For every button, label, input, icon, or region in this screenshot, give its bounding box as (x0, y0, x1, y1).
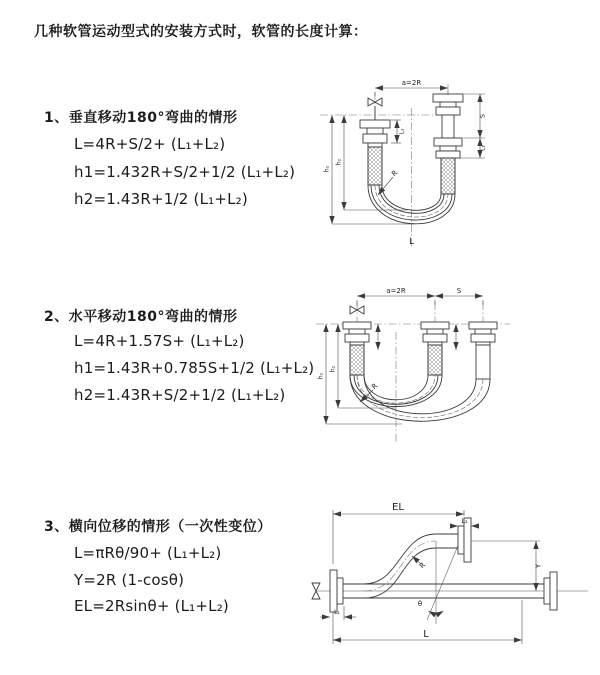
dim-label-span: a=2R (386, 287, 406, 295)
dim-label-radius: R (418, 561, 428, 571)
section-1-heading: 1、垂直移动180°弯曲的情形 (44, 110, 238, 126)
dimensions (324, 79, 487, 247)
dim-label-radius: R (370, 381, 380, 392)
formula-line: h2=1.43R+1/2 (L₁+L₂) (74, 190, 248, 208)
dim-label-span: a=2R (401, 79, 422, 87)
fixed-point-symbol (312, 583, 320, 591)
fixed-point-symbol (350, 306, 357, 314)
formula-line: h2=1.43R+S/2+1/2 (L₁+L₂) (74, 386, 286, 404)
diagram-horizontal-180-bend (310, 284, 576, 448)
right-pipe-fitting (433, 94, 463, 194)
formula-line: h1=1.432R+S/2+1/2 (L₁+L₂) (74, 163, 296, 181)
left-pipe-fitting (360, 98, 390, 185)
dimensions (318, 287, 484, 424)
right-flange (550, 572, 557, 610)
left-flange (330, 570, 337, 612)
dim-label-angle: θ (417, 600, 423, 608)
hose-u-bend-moved (350, 375, 490, 421)
right-flange-hub (544, 578, 550, 604)
dim-label-fitting-left: L₁ (334, 609, 340, 616)
right-pipe-fitting-moved (469, 322, 497, 379)
dim-label-height1: h₁ (323, 165, 331, 173)
dim-label-el: EL (392, 502, 404, 513)
formula-line: Y=2R (1-cosθ) (74, 571, 185, 589)
left-flange-hub (337, 578, 343, 604)
section-2-heading: 2、水平移动180°弯曲的情形 (44, 309, 238, 325)
formula-line: L=πRθ/90+ (L₁+L₂) (74, 544, 222, 562)
dim-label-height1: h₁ (317, 372, 325, 380)
dimensions (320, 502, 543, 644)
section-3-heading: 3、横向位移的情形（一次性变位） (44, 519, 272, 535)
formula-line: EL=2Rsinθ+ (L₁+L₂) (74, 597, 229, 615)
diagram-lateral-displacement (300, 498, 600, 662)
diagram-vertical-180-bend (312, 74, 546, 254)
hose-displaced-position (364, 534, 464, 598)
dim-label-height2: h₂ (335, 158, 343, 166)
dim-label-fitting-top: L₂ (461, 517, 468, 525)
fixed-point-symbol (368, 98, 375, 106)
dim-label-length: L (409, 237, 414, 247)
dim-label-height2: h₂ (329, 365, 337, 373)
dim-label-fitting-left: L₁ (398, 128, 406, 135)
upper-flange-hub (458, 526, 464, 554)
formula-line: L=4R+1.57S+ (L₁+L₂) (74, 332, 245, 350)
braided-hose-section (368, 147, 382, 185)
dim-label-stroke: S (478, 113, 487, 119)
page-title: 几种软管运动型式的安装方式时，软管的长度计算： (34, 24, 368, 40)
formula-line: L=4R+S/2+ (L₁+L₂) (74, 135, 226, 153)
left-pipe-fitting (343, 306, 371, 375)
dim-label-length: L (423, 629, 429, 640)
formula-line: h1=1.43R+0.785S+1/2 (L₁+L₂) (74, 359, 315, 377)
braided-hose-section (441, 158, 455, 194)
braided-hose-section (428, 345, 442, 375)
dim-label-radius: R (390, 168, 400, 179)
dim-label-offset-y: Y (534, 563, 543, 569)
dim-label-fitting-right: L₁ (479, 145, 487, 151)
braided-hose-section (350, 345, 364, 375)
dim-label-stroke: S (456, 287, 462, 295)
middle-pipe-fitting (421, 322, 449, 375)
